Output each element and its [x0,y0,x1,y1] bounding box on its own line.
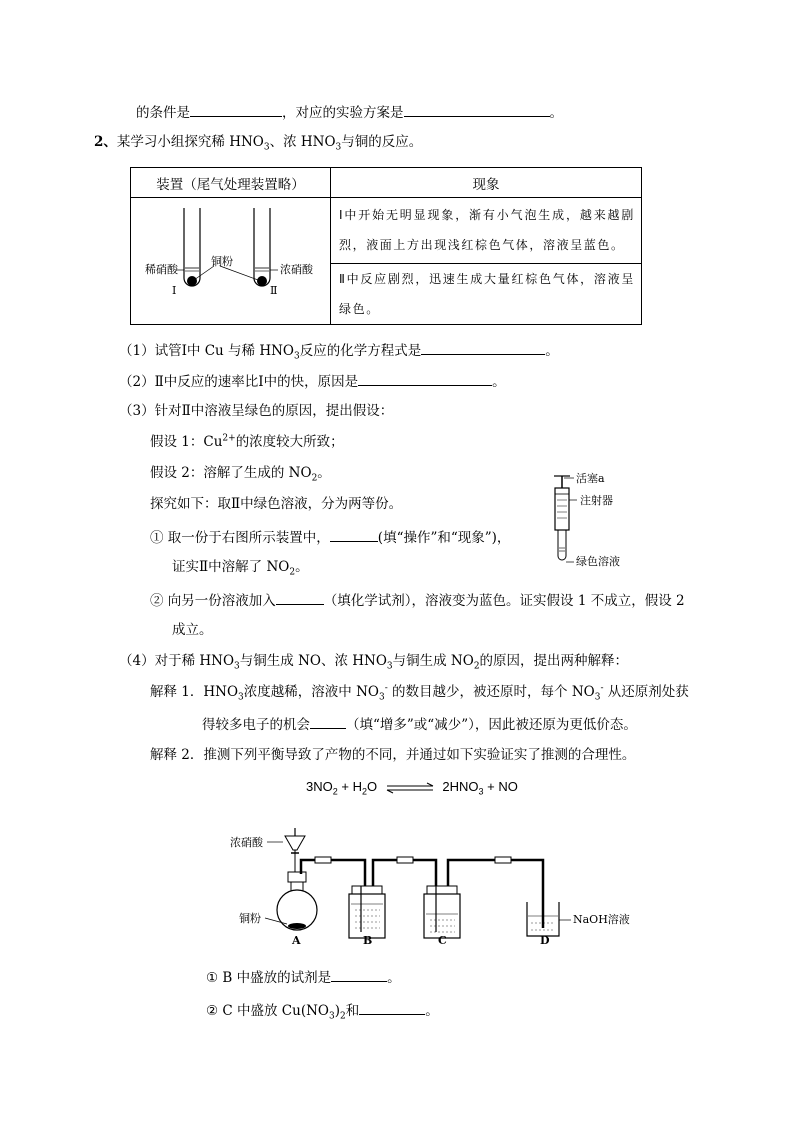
header-device: 装置（尾气处理装置略） [131,168,331,198]
apparatus-diagram [225,820,645,950]
label-conc-nitric-funnel: 浓硝酸 [230,836,263,849]
answer-blank[interactable] [190,102,282,117]
answer-blank[interactable] [330,527,378,542]
subq-b: ① B 中盛放的试剂是 。 [206,967,401,987]
carryover-line: 的条件是 ，对应的实验方案是 。 [136,102,563,122]
label-C: C [438,934,447,947]
label-dilute-nitric: 稀硝酸 [145,263,178,276]
answer-blank[interactable] [404,102,550,117]
explanation-2: 解释 2．推测下列平衡导致了产物的不同，并通过如下实验证实了推测的合理性。 [150,747,636,763]
part-4: （4）对于稀 $HNO_3$与铜生成 NO、浓 $HNO_3$与铜生成 $NO_2$的原因，提出两种解释： [119,653,629,672]
equilibrium-equation: $3NO_2 + H_2O$ $2HNO_3$ + NO [306,779,518,797]
step-2-line-a: ② 向另一份溶液加入 （填化学试剂），溶液变为蓝色。证实假设 1 不成立，假设 2 [150,590,685,610]
answer-blank[interactable] [310,714,346,729]
explore-line: 探究如下：取Ⅱ中绿色溶液，分为两等份。 [150,496,403,512]
label-conc-nitric: 浓硝酸 [280,263,313,276]
label-B: B [363,934,373,947]
label-A: A [292,934,301,947]
step-2-line-b: 成立。 [172,622,213,638]
label-green-solution: 绿色溶液 [576,555,620,568]
answer-blank[interactable] [359,1000,425,1015]
step-1-line-b: 证实Ⅱ中溶解了 $NO_2$。 [172,559,309,578]
answer-blank[interactable] [358,371,492,386]
label-naoh-solution: NaOH溶液 [573,913,630,926]
label-tube-2: Ⅱ [270,284,278,297]
explanation-1-line-b: 得较多电子的机会 （填“增多”或“减少”），因此被还原为更低价态。 [202,714,637,734]
part-3: （3）针对Ⅱ中溶液呈绿色的原因，提出假设： [119,403,394,419]
label-D: D [540,934,550,947]
part-2: （2）Ⅱ中反应的速率比Ⅰ中的快，原因是 。 [119,371,506,391]
explanation-1-line-a: 解释 1．$HNO_3$浓度越稀，溶液中 $NO_3^-$ 的数目越少，被还原时，每个 $NO_3^-$ 从还原剂处获 [150,683,689,703]
subq-c: ② C 中盛放 $Cu(NO_3)_2$和 。 [206,1000,439,1020]
experiment-table [130,167,642,325]
step-1-line-a: ① 取一份于右图所示装置中， (填“操作”和“现象”)， [150,527,510,547]
tube-diagram-cell [131,198,331,325]
observation-1: Ⅰ中开始无明显现象，渐有小气泡生成，越来越剧烈，液面上方出现浅红棕色气体，溶液呈蓝色。 [331,198,642,264]
label-copper-powder: 铜粉 [211,255,233,268]
part-1: （1）试管Ⅰ中 Cu 与稀 $HNO_3$反应的化学方程式是 。 [119,340,559,360]
answer-blank[interactable] [276,590,324,605]
label-copper-flask: 铜粉 [239,912,261,925]
answer-blank[interactable] [331,967,387,982]
question-2-title: 2、某学习小组探究稀 $HNO_3$、浓 $HNO_3$与铜的反应。 [94,134,423,153]
label-tube-1: Ⅰ [172,284,177,297]
label-syringe: 注射器 [580,494,613,507]
hypothesis-2: 假设 2：溶解了生成的 $NO_2$。 [150,465,331,484]
hypothesis-1: 假设 1：$Cu^{2+}$的浓度较大所致； [150,433,344,450]
header-phenomenon: 现象 [331,168,642,198]
answer-blank[interactable] [421,340,545,355]
equilibrium-arrow-icon [385,782,435,794]
observation-2: Ⅱ中反应剧烈，迅速生成大量红棕色气体，溶液呈绿色。 [331,263,642,324]
label-valve-a: 活塞a [576,472,605,485]
